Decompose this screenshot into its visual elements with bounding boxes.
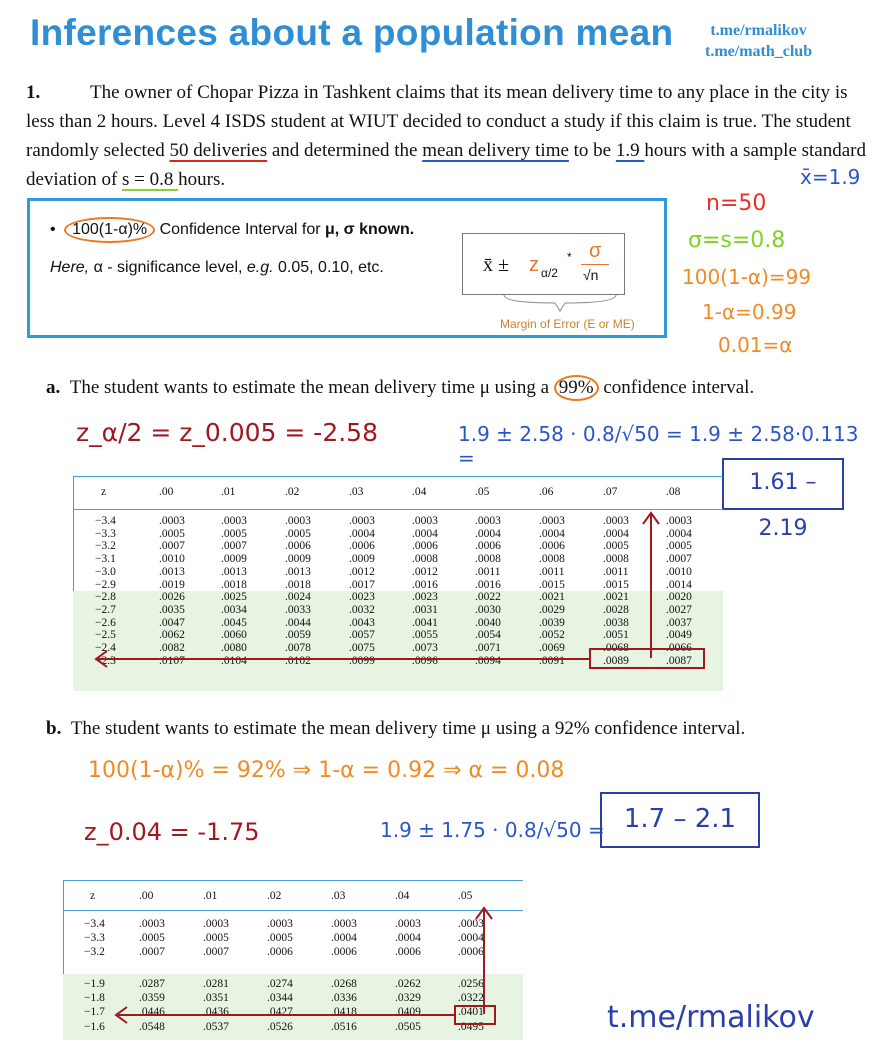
table-cell: .0359 [139,992,165,1005]
table-cell: .0102 [285,654,311,667]
table-cell: .0066 [666,642,692,654]
table-row-z: −3.2 [84,946,105,959]
table-header-col: .04 [412,486,427,498]
table-row-z: −2.3 [95,654,116,667]
table-row-z: −2.8 [95,591,116,604]
table-cell: .0005 [203,932,229,945]
table-cell: .0005 [285,527,311,540]
table-header-col: .03 [349,486,364,498]
table-cell: .0007 [221,540,247,553]
table-cell: .0091 [539,654,565,667]
table-cell: .0011 [539,565,565,578]
table-cell: .0071 [475,642,501,654]
table-cell: .0069 [539,642,565,654]
note-alpha: 0.01=α [718,333,793,357]
table-cell: .0027 [666,603,692,616]
table-cell: .0015 [603,578,629,591]
table-cell: .0020 [666,591,692,604]
table-cell: .0004 [603,527,629,540]
table-cell: .0516 [331,1020,357,1033]
table-row-z: −3.2 [95,540,116,553]
table-cell: .0495 [458,1020,484,1033]
problem-text-5: hours. [178,169,226,190]
table-cell: .0054 [475,629,501,642]
table-cell: .0010 [159,553,185,566]
formula-sigma: σ [589,240,602,262]
table-cell: .0006 [285,540,311,553]
table-cell: .0049 [666,629,692,642]
note-sigma: σ=s=0.8 [688,228,786,253]
formula-z: z [529,254,539,276]
table-cell: .0057 [349,629,375,642]
table-cell: .0032 [349,603,375,616]
table-cell: .0003 [458,918,484,930]
table-row-z: −3.1 [95,553,116,566]
table-cell: .0004 [395,932,421,945]
table-header-col: .02 [267,890,282,902]
table-b-highlight-box [455,1006,495,1024]
table-cell: .0013 [285,565,311,578]
table-cell: .0526 [267,1020,293,1033]
table-cell: .0287 [139,978,165,990]
table-cell: .0006 [267,946,293,959]
table-cell: .0006 [331,946,357,959]
table-row-z: −2.6 [95,616,116,629]
here-eg: e.g. [246,259,274,276]
table-header-col: .05 [458,890,473,902]
table-cell: .0016 [412,578,438,591]
table-cell: .0060 [221,629,247,642]
table-header-col: .01 [221,486,236,498]
watermark: t.me/rmalikov [607,1000,815,1035]
table-cell: .0013 [221,565,247,578]
table-cell: .0021 [539,591,565,604]
table-cell: .0008 [539,553,565,566]
table-cell: .0040 [475,616,501,629]
ci-bold: μ, σ known. [325,221,415,238]
page-title: Inferences about a population mean [30,12,674,53]
table-cell: .0017 [349,578,375,591]
table-cell: .0025 [221,591,247,604]
problem-number: 1. [26,82,41,103]
table-cell: .0005 [221,527,247,540]
part-a-text-1: The student wants to estimate the mean delivery time μ using a [69,377,554,398]
here-alpha: α [93,259,103,276]
table-header-col: .07 [603,486,618,498]
table-cell: .0018 [285,578,311,591]
underline-deliveries: 50 deliveries [169,140,268,161]
problem-text-3: to be [568,140,616,161]
table-header-col: .02 [285,486,300,498]
table-cell: .0094 [475,654,501,667]
table-cell: .0005 [603,540,629,553]
formula-sub: α/2 [541,266,558,280]
table-row-z: −3.3 [84,932,105,945]
table-cell: .0418 [331,1006,357,1019]
table-row-z: −1.7 [84,1006,105,1019]
table-header-col: .00 [139,890,154,902]
table-cell: .0043 [349,616,375,629]
table-cell: .0011 [475,565,501,578]
table-row-z: −2.7 [95,603,116,616]
here-word: Here, [50,259,94,276]
table-row-z: −2.9 [95,578,116,591]
table-cell: .0016 [475,578,501,591]
table-header-col: .03 [331,890,346,902]
table-header-col: .00 [159,486,174,498]
table-header-z: z [90,890,96,902]
table-cell: .0008 [412,553,438,566]
formula-xbar: x̄ ± [483,254,509,276]
part-b-z-work: z_0.04 = -1.75 [84,818,260,846]
table-cell: .0004 [539,527,565,540]
table-cell: .0096 [412,654,438,667]
table-cell: .0003 [475,515,501,527]
problem-text-4: hours with a sample standard deviation of [26,140,866,190]
table-cell: .0008 [603,553,629,566]
table-cell: .0003 [285,515,311,527]
table-cell: .0012 [349,565,375,578]
table-header-col: .04 [395,890,410,902]
table-cell: .0059 [285,629,311,642]
table-cell: .0351 [203,992,229,1005]
table-cell: .0031 [412,603,438,616]
underline-value: 1.9 [615,140,645,161]
table-cell: .0039 [539,616,565,629]
table-cell: .0055 [412,629,438,642]
bullet-glyph: • [50,221,56,238]
underline-s: s = 0.8 [122,169,179,190]
table-cell: .0008 [475,553,501,566]
table-cell: .0089 [603,654,629,667]
table-cell: .0007 [139,946,165,959]
part-a-label: a. [46,377,61,398]
table-row-z: −2.4 [95,642,116,654]
table-cell: .0022 [475,591,501,604]
table-cell: .0104 [221,654,247,667]
table-cell: .0047 [159,616,185,629]
table-cell: .0073 [412,642,438,654]
table-cell: .0427 [267,1006,293,1019]
table-cell: .0005 [666,540,692,553]
table-cell: .0018 [221,578,247,591]
table-cell: .0336 [331,992,357,1005]
part-a-z-work: z_α/2 = z_0.005 = -2.58 [76,418,378,447]
note-n: n=50 [706,191,767,216]
table-cell: .0004 [666,527,692,540]
table-cell: .0006 [539,540,565,553]
table-cell: .0329 [395,992,421,1005]
table-cell: .0012 [412,565,438,578]
table-cell: .0446 [139,1006,165,1019]
table-cell: .0005 [267,932,293,945]
table-cell: .0005 [139,932,165,945]
table-cell: .0274 [267,978,293,990]
table-row-z: −3.0 [95,565,116,578]
table-cell: .0256 [458,978,484,990]
table-cell: .0003 [203,918,229,930]
table-cell: .0034 [221,603,247,616]
table-cell: .0041 [412,616,438,629]
table-cell: .0107 [159,654,185,667]
table-cell: .0024 [285,591,311,604]
table-cell: .0033 [285,603,311,616]
table-cell: .0004 [412,527,438,540]
table-cell: .0006 [475,540,501,553]
table-header-col: .08 [666,486,681,498]
moe-label: Margin of Error (E or ME) [500,317,635,331]
part-a-circled: 99% [554,375,599,401]
table-cell: .0007 [203,946,229,959]
part-b-line1: 100(1-α)% = 92% ⇒ 1-α = 0.92 ⇒ α = 0.08 [88,758,565,783]
table-cell: .0401 [458,1006,484,1019]
table-cell: .0009 [349,553,375,566]
table-cell: .0003 [159,515,185,527]
problem-text-1: The owner of Chopar Pizza in Tashkent claims that its mean delivery time to any place in the city is less than 2 hours. Level 4 ISDS student at WIUT decided to conduct a study if this claim is true. The student randomly selected [26,82,851,161]
table-a-highlight-box [590,649,704,668]
table-cell: .0003 [603,515,629,527]
table-cell: .0014 [666,578,692,591]
table-cell: .0010 [666,565,692,578]
part-a-calc: 1.9 ± 2.58 · 0.8/√50 = 1.9 ± 2.58·0.113 = [458,422,859,470]
part-b-answer: 1.7 – 2.1 [600,792,760,848]
table-cell: .0004 [331,932,357,945]
table-cell: .0068 [603,642,629,654]
table-cell: .0023 [412,591,438,604]
table-cell: .0045 [221,616,247,629]
table-cell: .0007 [159,540,185,553]
table-cell: .0003 [267,918,293,930]
table-cell: .0344 [267,992,293,1005]
table-cell: .0011 [603,565,629,578]
table-cell: .0099 [349,654,375,667]
table-header-col: .05 [475,486,490,498]
table-cell: .0537 [203,1020,229,1033]
table-cell: .0006 [395,946,421,959]
table-cell: .0030 [475,603,501,616]
table-cell: .0006 [458,946,484,959]
table-header-col: .01 [203,890,218,902]
table-cell: .0019 [159,578,185,591]
table-row-z: −3.4 [84,918,105,930]
table-cell: .0062 [159,629,185,642]
table-cell: .0004 [458,932,484,945]
note-one-minus-alpha: 1-α=0.99 [702,300,797,324]
table-header-col: .06 [539,486,554,498]
ci-prefix: 100(1-α)% [64,217,155,243]
table-cell: .0035 [159,603,185,616]
table-cell: .0078 [285,642,311,654]
part-b-calc: 1.9 ± 1.75 · 0.8/√50 = [380,818,605,842]
here-values: 0.05, 0.10, etc. [273,259,384,276]
table-header-z: z [101,486,107,498]
table-cell: .0013 [159,565,185,578]
table-cell: .0436 [203,1006,229,1019]
table-cell: .0004 [475,527,501,540]
part-b-label: b. [46,718,62,739]
note-conf: 100(1-α)=99 [682,265,812,289]
table-cell: .0038 [603,616,629,629]
table-cell: .0009 [285,553,311,566]
table-cell: .0029 [539,603,565,616]
part-a-answer: 1.61 – 2.19 [722,458,844,510]
table-cell: .0015 [539,578,565,591]
table-cell: .0005 [159,527,185,540]
table-cell: .0080 [221,642,247,654]
table-cell: .0082 [159,642,185,654]
table-cell: .0003 [539,515,565,527]
table-row-z: −2.5 [95,629,116,642]
table-cell: .0003 [349,515,375,527]
part-b-text: The student wants to estimate the mean delivery time μ using a 92% confidence interval. [70,718,746,739]
table-cell: .0003 [666,515,692,527]
note-xbar: x̄=1.9 [800,165,861,189]
table-cell: .0006 [412,540,438,553]
link-math-club[interactable]: t.me/math_club [705,43,813,60]
table-cell: .0003 [331,918,357,930]
table-cell: .0281 [203,978,229,990]
table-row-z: −1.6 [84,1020,105,1033]
table-cell: .0003 [221,515,247,527]
table-cell: .0037 [666,616,692,629]
table-cell: .0051 [603,629,629,642]
table-row-z: −1.9 [84,978,105,990]
ci-rest: Confidence Interval for [155,221,325,238]
formula-star: * [567,250,572,264]
table-cell: .0003 [139,918,165,930]
underline-mean: mean delivery time [422,140,569,161]
table-cell: .0009 [221,553,247,566]
table-cell: .0006 [349,540,375,553]
table-cell: .0268 [331,978,357,990]
table-cell: .0505 [395,1020,421,1033]
table-cell: .0087 [666,654,692,667]
table-row-z: −1.8 [84,992,105,1005]
table-cell: .0003 [395,918,421,930]
table-cell: .0075 [349,642,375,654]
table-cell: .0044 [285,616,311,629]
table-cell: .0026 [159,591,185,604]
table-cell: .0007 [666,553,692,566]
table-cell: .0409 [395,1006,421,1019]
table-row-z: −3.3 [95,527,116,540]
link-rmalikov[interactable]: t.me/rmalikov [710,22,807,39]
table-cell: .0021 [603,591,629,604]
table-cell: .0004 [349,527,375,540]
formula-root: √n [583,267,599,283]
table-cell: .0262 [395,978,421,990]
problem-text-2: and determined the [267,140,423,161]
table-cell: .0052 [539,629,565,642]
here-rest: - significance level, [102,259,247,276]
table-cell: .0028 [603,603,629,616]
table-row-z: −3.4 [95,515,116,527]
table-cell: .0322 [458,992,484,1005]
table-cell: .0023 [349,591,375,604]
table-cell: .0003 [412,515,438,527]
table-cell: .0548 [139,1020,165,1033]
part-a-text-2: confidence interval. [598,377,755,398]
